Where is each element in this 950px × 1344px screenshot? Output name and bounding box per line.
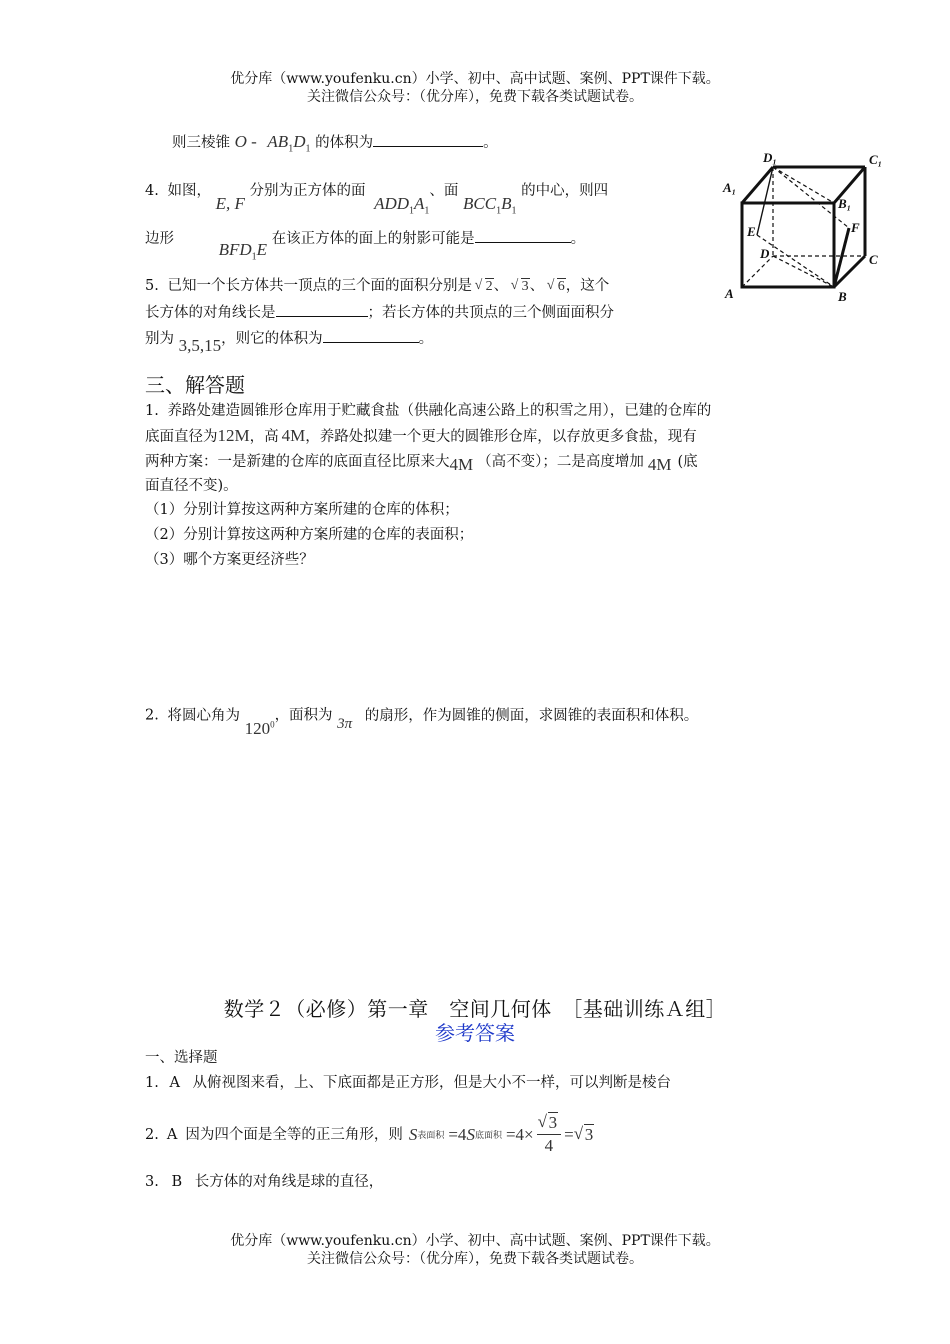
- q5-sqrt6: √ 6: [549, 277, 566, 297]
- header-line-1: 优分库（www.youfenku.cn）小学、初中、高中试题、案例、PPT课件下载。: [230, 71, 720, 87]
- q5-diagonal-blank: [276, 302, 368, 317]
- s3-q2-angle: $120^0$: [244, 718, 275, 738]
- edge-d1b1-hidden: [773, 167, 834, 203]
- q5-line-1: 5. 已知一个长方体共一顶点的三个面的面积分别是 √ 2、 √ 3、 √ 6，这个: [145, 276, 609, 297]
- s3-q1-line-2: 底面直径为12M，高 4M，养路处拟建一个更大的圆锥形仓库，以存放更多食盐，现有: [145, 426, 697, 445]
- label-a: A: [725, 286, 734, 301]
- q5-volume-blank: [323, 328, 419, 343]
- s3-q1-part-2: （2）分别计算按这两种方案所建的仓库的表面积；: [145, 527, 474, 543]
- label-d: D: [760, 246, 770, 261]
- section-3-heading: 三、解答题: [145, 373, 245, 397]
- q5-line-3: 别为 3,5,15，则它的体积为 。: [145, 328, 433, 349]
- q3-answer-blank: [373, 132, 483, 147]
- s3-q2-area: 3π: [337, 715, 353, 732]
- label-b1: B₁: [838, 196, 852, 211]
- footer-line-1: 优分库（www.youfenku.cn）小学、初中、高中试题、案例、PPT课件下载。: [230, 1233, 720, 1249]
- s3-q2-number: 2.: [145, 707, 159, 724]
- q4-answer-blank: [475, 228, 571, 243]
- q5-line-2: 长方体的对角线长是 ；若长方体的共顶点的三个侧面面积分: [145, 302, 614, 323]
- answers-section-1: 一、选择题: [145, 1050, 218, 1066]
- answer-2-formula: S 表面积 =4 S 底面积 =4× √ $\frac{3}{4}$ = √ 3: [409, 1112, 594, 1157]
- edge-db-hidden: [773, 256, 834, 287]
- q3-suffix: 的体积为: [315, 135, 374, 151]
- s3-q1-part-1: （1）分别计算按这两种方案所建的仓库的体积；: [145, 502, 459, 518]
- header-line-2: 关注微信公众号：（优分库），免费下载各类试题试卷。: [307, 89, 643, 105]
- answers-subtitle: 参考答案: [435, 1021, 515, 1045]
- answers-title: 数学２（必修）第一章 空间几何体 ［基础训练Ａ组］: [223, 997, 727, 1021]
- q4-line-2: 边形 $BFD_1E$ 在该正方体的面上的射影可能是 。: [145, 228, 585, 255]
- q3-tail: 则三棱锥 O - $AB_1D_1$ 的体积为 。: [172, 132, 498, 155]
- q4-face-add1a1: $ADD_1A_1$: [374, 194, 430, 217]
- answer-3: 3. B 长方体的对角线是球的直径，: [145, 1174, 384, 1190]
- footer-line-2: 关注微信公众号：（优分库），免费下载各类试题试卷。: [307, 1251, 643, 1267]
- cube-figure: [705, 140, 905, 320]
- q3-math-ab1d1: $AB_1D_1$: [267, 132, 311, 155]
- label-c: C: [869, 252, 878, 267]
- label-c1: C₁: [869, 152, 883, 167]
- s3-q1-part-3: （3）哪个方案更经济些？: [145, 552, 314, 568]
- answer-2-fraction: √ $\frac{3}{4}$: [537, 1112, 562, 1157]
- q4-face-bcc1b1: $BCC_1B_1$: [463, 194, 517, 217]
- q5-number: 5.: [145, 278, 159, 294]
- s3-q1-line-4: 面直径不变)。: [145, 478, 238, 494]
- answer-1-choice: A: [169, 1075, 180, 1091]
- q3-math-o: O -: [234, 132, 257, 151]
- q3-prefix: 则三棱锥: [172, 135, 230, 151]
- label-e: E: [747, 224, 756, 239]
- answer-3-choice: B: [171, 1174, 183, 1190]
- q4-math-ef: E, F: [215, 194, 245, 213]
- q4-number: 4.: [145, 183, 159, 199]
- s3-q1-number: 1.: [145, 403, 159, 419]
- answer-1: 1. A 从俯视图来看，上、下底面都是正方形，但是大小不一样，可以判断是棱台: [145, 1075, 672, 1091]
- label-b: B: [838, 289, 847, 304]
- q4-quad-bfd1e: $BFD_1E$: [218, 240, 268, 263]
- q5-sqrt3: √ 3: [513, 277, 530, 297]
- label-d1: D₁: [763, 150, 777, 165]
- s3-q1-line-3: 两种方案：一是新建的仓库的底面直径比原来大4M （高不变）；二是高度增加 4M (底: [145, 454, 698, 474]
- q5-math-vals: 3,5,15: [178, 336, 222, 355]
- q5-sqrt2: √ 2: [477, 277, 494, 297]
- label-a1: A₁: [723, 180, 737, 195]
- s3-q2: 2. 将圆心角为 $120^0$，面积为 3π 的扇形，作为圆锥的侧面，求圆锥的表面积和体积。: [145, 707, 699, 738]
- q4-line-1: 4. 如图， E, F 分别为正方体的面 $ADD_1A_1$、面 $BCC_1B_1$ 的中心，则四: [145, 183, 609, 217]
- answer-2: 2. A 因为四个面是全等的正三角形，则 S 表面积 =4 S 底面积 =4× √ $\frac{3}{4}$ = √ 3: [145, 1112, 594, 1157]
- s3-q1-line-1: 1. 养路处建造圆锥形仓库用于贮藏食盐（供融化高速公路上的积雪之用），已建的仓库的: [145, 403, 712, 419]
- label-f: F: [851, 220, 860, 235]
- answer-2-choice: A: [166, 1126, 178, 1143]
- front-face-aa1b1b: [742, 203, 834, 287]
